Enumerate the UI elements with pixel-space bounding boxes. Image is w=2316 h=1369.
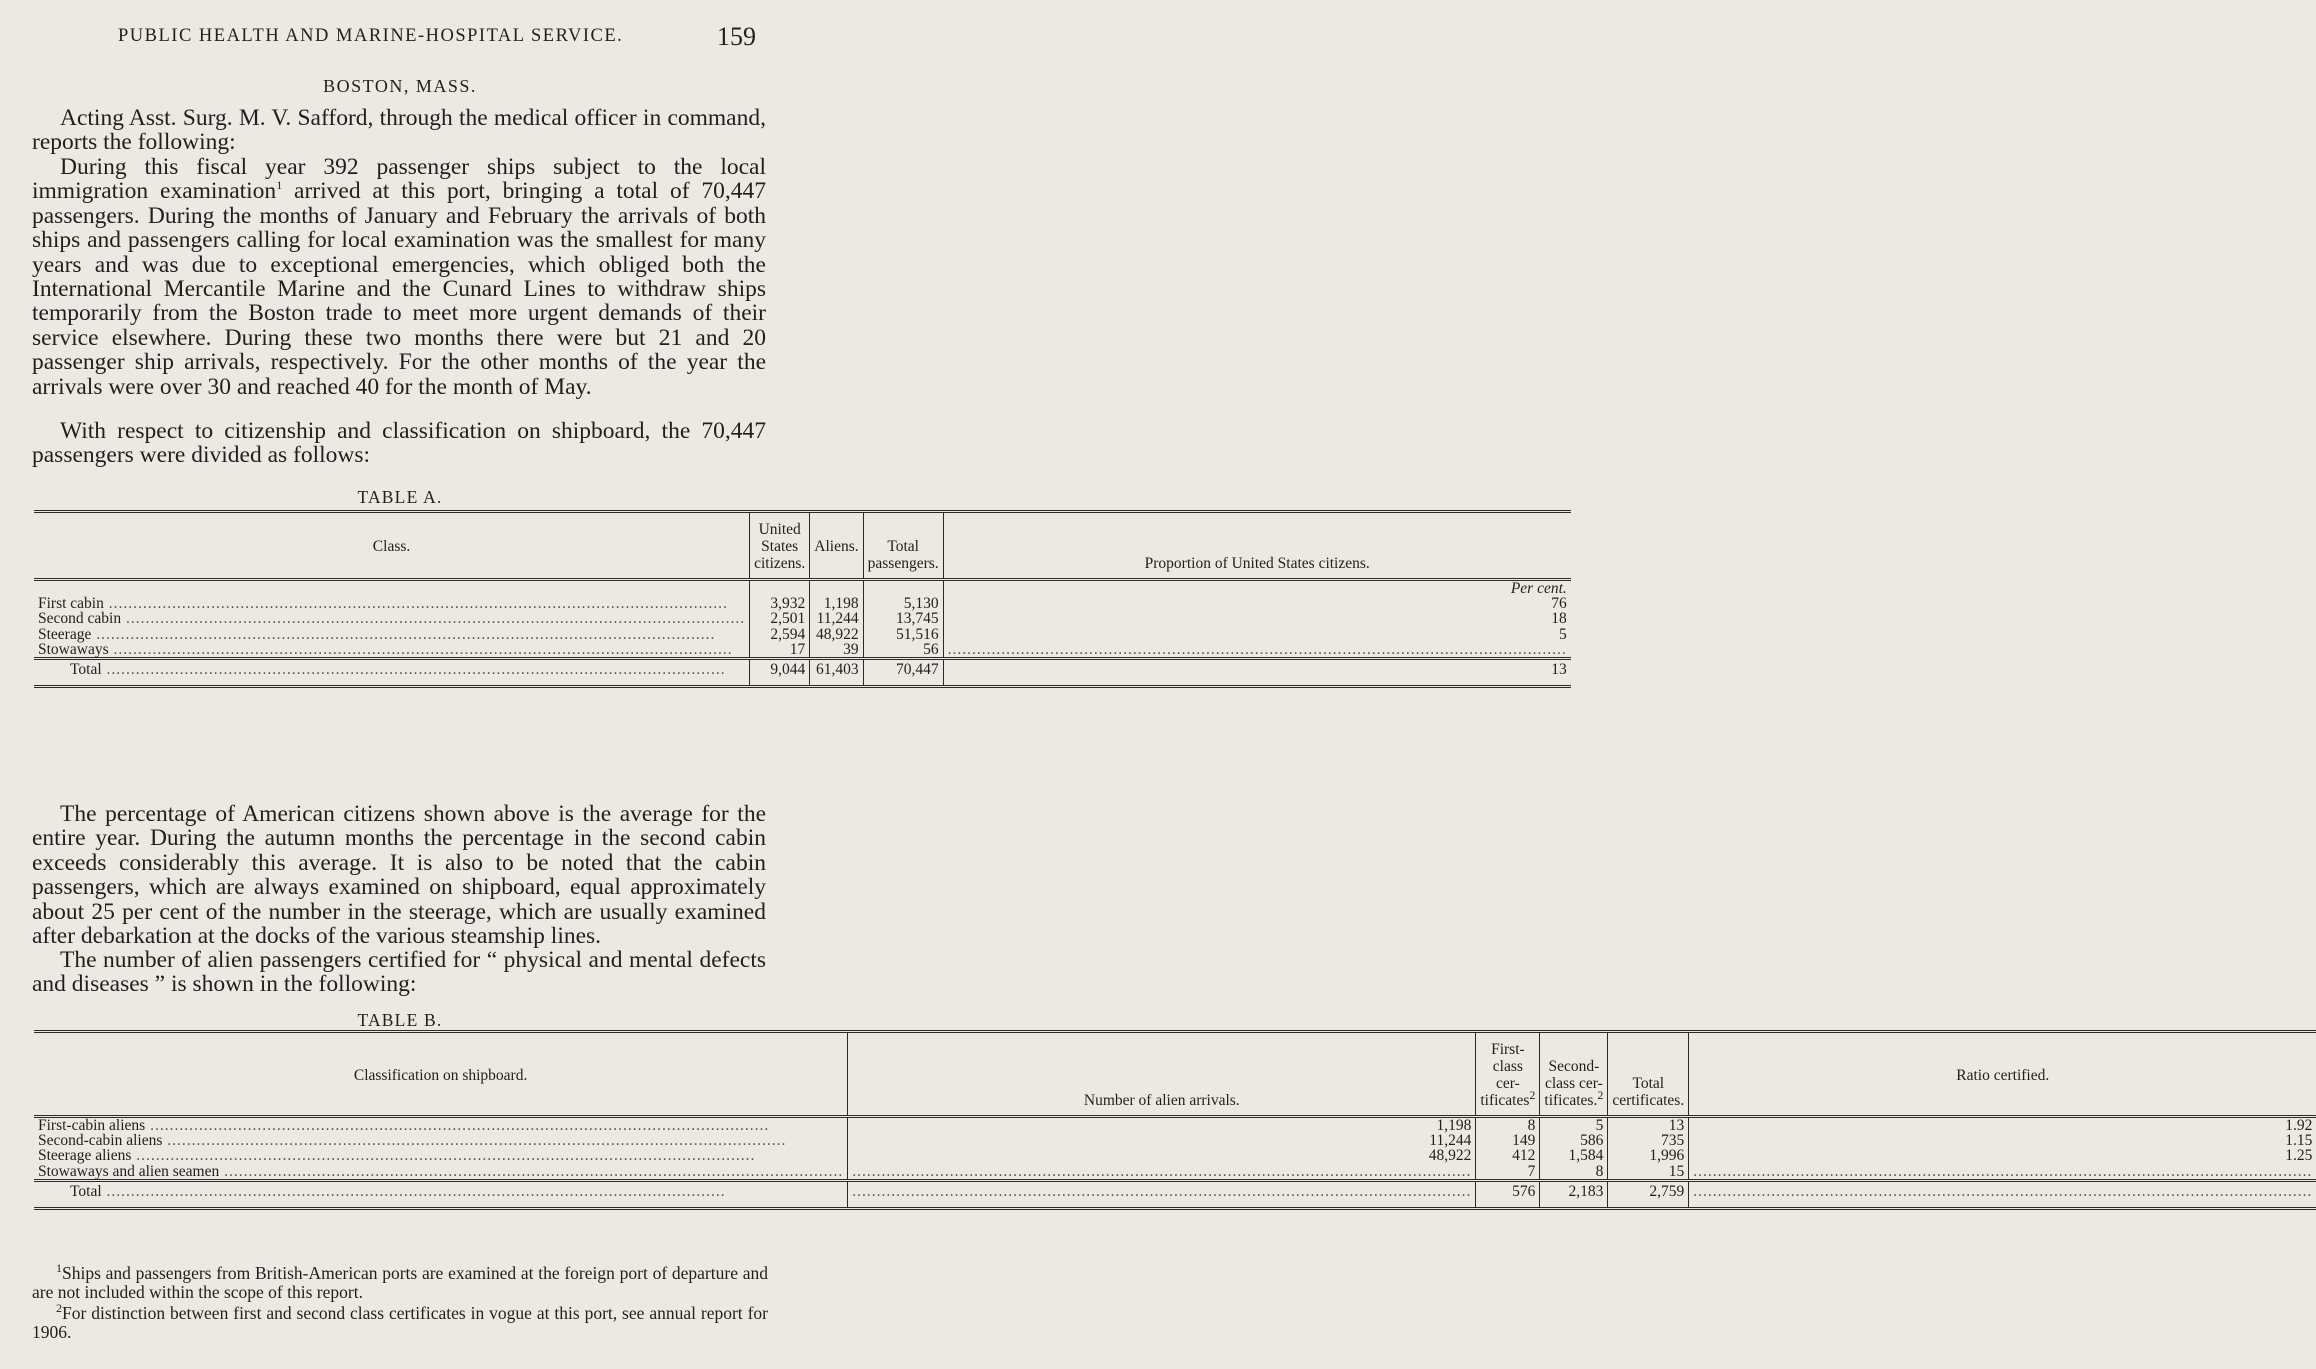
footnote-2-marker: 2 (56, 1301, 62, 1316)
table-a-cell-pct: 5 (943, 627, 1571, 642)
table-a-cell-aliens: 39 (810, 642, 863, 659)
table-b-total-number (848, 1180, 1476, 1208)
table-a-header-us-citizens: United States citizens. (750, 512, 810, 580)
table-a-row-class: Second cabin ..... (34, 611, 750, 626)
paragraph-citizenship: With respect to citizenship and classification on shipboard, the 70,447 passengers were divided as follows: (32, 418, 766, 469)
paragraph-certified: The number of alien passengers certified for “ physical and mental defects and diseases ” is shown in the following: (32, 947, 766, 998)
table-b-cell-ratio: 1.25 (1689, 1148, 2316, 1163)
table-b-cell-number: 11,244 (848, 1133, 1476, 1148)
table-b-total-first: 576 (1476, 1180, 1540, 1208)
table-a-header-proportion: Proportion of United States citizens. (943, 512, 1571, 580)
table-b-cell-ratio: 1.92 (1689, 1118, 2316, 1133)
table-b-cell-total: 735 (1608, 1133, 1689, 1148)
table-a-total-aliens: 61,403 (810, 659, 863, 687)
table-a-row-class: Steerage ..... (34, 627, 750, 642)
table-row (34, 611, 1571, 626)
table-a-caption: TABLE A. (357, 487, 443, 507)
table-b-header-ratio: Ratio certified. (1689, 1032, 2316, 1117)
table-b-cell-second: 8 (1540, 1164, 1608, 1181)
table-b-cell-total: 1,996 (1608, 1148, 1689, 1163)
table-a-cell-total: 5,130 (863, 596, 943, 611)
paragraph-arrivals-text-b: arrived at this port, bringing a total of 70,447 passengers. During the months of January and February the arrivals of both ships and passengers calling for local examination was the smallest for many years and was due to exceptional emergencies, which obliged both the International Mercantile Marine and the Cunard Lines to withdraw ships temporarily from the Boston trade to meet more urgent demands of their service elsewhere. During these two months there were but 21 and 20 passenger ship arrivals, respectively. For the other months of the year the arrivals were over 30 and reached 40 for the month of May. (32, 178, 766, 400)
table-row (34, 596, 1571, 611)
table-a-total-total: 70,447 (863, 659, 943, 687)
footnote-ref-2: 2 (1529, 1087, 1536, 1102)
table-b-header-classification: Classification on shipboard. (34, 1032, 848, 1117)
table-b-total-row (34, 1180, 2316, 1208)
table-b-cell-ratio (1689, 1164, 2316, 1181)
table-b-total-label: Total ..... (34, 1180, 848, 1208)
footnote-1-marker: 1 (56, 1261, 62, 1276)
table-a-cell-aliens: 48,922 (810, 627, 863, 642)
table-b-cell-number: 48,922 (848, 1148, 1476, 1163)
footnote-1 (32, 1261, 768, 1302)
table-b-cell-second: 1,584 (1540, 1148, 1608, 1163)
running-head (118, 22, 756, 52)
table-b-header-number: Number of alien arrivals. (848, 1032, 1476, 1117)
table-a-row-class: First cabin ..... (34, 596, 750, 611)
table-b-header-second-class-label: Second-class cer-tificates. (1544, 1058, 1603, 1109)
footnote-2-text: For distinction between first and second class certificates in vogue at this port, see annual report for 1906. (32, 1303, 768, 1342)
table-b-cell-number: 1,198 (848, 1118, 1476, 1133)
paragraph-arrivals-text-a: During this fiscal year 392 passenger ships subject to the local immigration examination (32, 154, 766, 205)
table-b-cell-total: 13 (1608, 1118, 1689, 1133)
paragraph-percentage: The percentage of American citizens shown above is the average for the entire year. During the autumn months the percentage in the second cabin exceeds considerably this average. It is also to be noted that the cabin passengers, which are always examined on shipboard, equal approximately about 25 per cent of the number in the steerage, which are usually examined after debarkation at the docks of the various steamship lines. (32, 801, 766, 950)
table-a-cell-pct: 18 (943, 611, 1571, 626)
table-a-total-us: 9,044 (750, 659, 810, 687)
table-a-cell-pct (943, 642, 1571, 659)
table-a-header-aliens: Aliens. (810, 512, 863, 580)
table-b-total-second: 2,183 (1540, 1180, 1608, 1208)
table-row (34, 642, 1571, 659)
table-b-total-total: 2,759 (1608, 1180, 1689, 1208)
table-b-cell-first: 7 (1476, 1164, 1540, 1181)
table-a-cell-aliens: 11,244 (810, 611, 863, 626)
table-b-header-first-class (1476, 1032, 1540, 1117)
table-b (34, 1030, 2316, 1210)
running-title: PUBLIC HEALTH AND MARINE-HOSPITAL SERVICE. (118, 26, 624, 46)
section-title: BOSTON, MASS. (323, 76, 477, 96)
table-a-unit-note: Per cent. (943, 580, 1571, 597)
table-b-row-label: Stowaways and alien seamen ..... (34, 1164, 848, 1181)
table-b-cell-total: 15 (1608, 1164, 1689, 1181)
table-row (34, 1148, 2316, 1163)
table-a-header-total: Total passengers. (863, 512, 943, 580)
table-b-header-first-class-label: First-class cer-tificates (1480, 1041, 1530, 1109)
table-a-cell-pct: 76 (943, 596, 1571, 611)
table-b-cell-first: 149 (1476, 1133, 1540, 1148)
table-a-cell-us: 2,594 (750, 627, 810, 642)
table-a (34, 510, 1571, 688)
table-b-cell-first: 8 (1476, 1118, 1540, 1133)
table-b-total-ratio (1689, 1180, 2316, 1208)
table-a-total-label: Total ..... (34, 659, 750, 687)
table-a-cell-us: 3,932 (750, 596, 810, 611)
footnote-2 (32, 1301, 768, 1342)
table-a-cell-aliens: 1,198 (810, 596, 863, 611)
table-b-caption: TABLE B. (357, 1010, 443, 1030)
table-b-cell-number (848, 1164, 1476, 1181)
table-b-cell-first: 412 (1476, 1148, 1540, 1163)
table-row (34, 1133, 2316, 1148)
footnote-1-text: Ships and passengers from British-American ports are examined at the foreign port of departure and are not included within the scope of this report. (32, 1263, 768, 1302)
table-b-row-label: Second-cabin aliens ..... (34, 1133, 848, 1148)
table-a-header-class: Class. (34, 512, 750, 580)
table-b-cell-ratio: 1.15 (1689, 1133, 2316, 1148)
table-a-cell-total: 51,516 (863, 627, 943, 642)
table-row (34, 1118, 2316, 1133)
table-a-total-pct: 13 (943, 659, 1571, 687)
table-a-cell-us: 2,501 (750, 611, 810, 626)
footnote-ref-1: 1 (276, 178, 283, 193)
page-number: 159 (717, 22, 756, 51)
table-a-cell-us: 17 (750, 642, 810, 659)
table-a-cell-total: 13,745 (863, 611, 943, 626)
footnote-ref-2: 2 (1597, 1087, 1604, 1102)
table-b-row-label: Steerage aliens ..... (34, 1148, 848, 1163)
table-a-total-row (34, 659, 1571, 687)
table-row (34, 627, 1571, 642)
table-b-cell-second: 586 (1540, 1133, 1608, 1148)
table-b-header-total: Total certificates. (1608, 1032, 1689, 1117)
table-b-row-label: First-cabin aliens ..... (34, 1118, 848, 1133)
table-a-cell-total: 56 (863, 642, 943, 659)
table-a-row-class: Stowaways ..... (34, 642, 750, 659)
paragraph-arrivals (32, 155, 766, 399)
table-b-header-second-class (1540, 1032, 1608, 1117)
table-b-cell-second: 5 (1540, 1118, 1608, 1133)
paragraph-intro: Acting Asst. Surg. M. V. Safford, through the medical officer in command, reports the following: (32, 105, 766, 156)
table-row (34, 1164, 2316, 1181)
